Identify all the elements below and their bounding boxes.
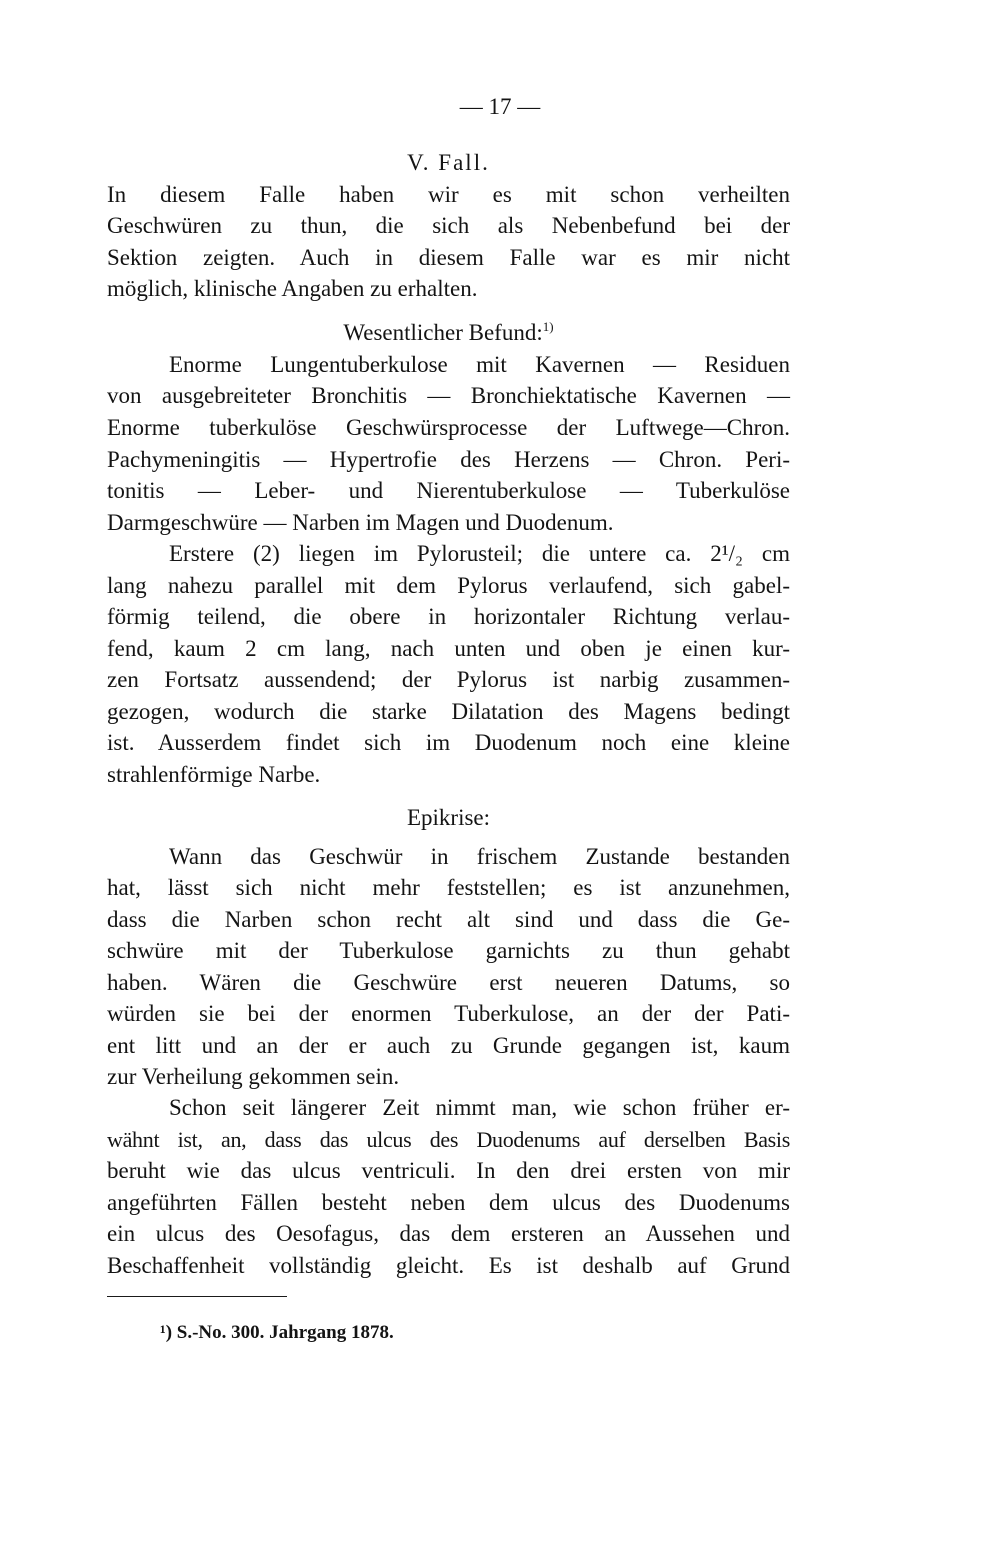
- erstere-line: fend, kaum 2 cm lang, nach unten und oben je einen kur-: [107, 636, 790, 661]
- erstere-line: strahlenförmige Narbe.: [107, 762, 321, 787]
- epikrise-line: dass die Narben schon recht alt sind und dass die Ge-: [107, 907, 790, 932]
- footnote: ¹) S.-No. 300. Jahrgang 1878.: [160, 1322, 394, 1343]
- befund-line: tonitis — Leber- und Nierentuberkulose — Tuberkulöse: [107, 478, 790, 503]
- befund-heading-text: Wesentlicher Befund:: [343, 320, 543, 345]
- intro-line: In diesem Falle haben wir es mit schon verheilten: [107, 182, 790, 207]
- schon-line: wähnt ist, an, dass das ulcus des Duodenums auf derselben Basis: [107, 1127, 790, 1152]
- epikrise-line: schwüre mit der Tuberkulose garnichts zu thun gehabt: [107, 938, 790, 963]
- erstere-line: ist. Ausserdem findet sich im Duodenum noch eine kleine: [107, 730, 790, 755]
- befund-heading: [107, 318, 790, 348]
- epikrise-line: hat, lässt sich nicht mehr feststellen; es ist anzunehmen,: [107, 875, 790, 900]
- epikrise-line: würden sie bei der enormen Tuberkulose, an der der Pati-: [107, 1001, 790, 1026]
- footnote-rule: [107, 1296, 287, 1297]
- epikrise-line: zur Verheilung gekommen sein.: [107, 1064, 400, 1089]
- schon-line: angeführten Fällen besteht neben dem ulcus des Duodenums: [107, 1190, 790, 1215]
- erstere-line: gezogen, wodurch die starke Dilatation des Magens bedingt: [107, 699, 790, 724]
- befund-line: von ausgebreiteter Bronchitis — Bronchiektatische Kavernen —: [107, 383, 790, 408]
- erstere-line: lang nahezu parallel mit dem Pylorus verlaufend, sich gabel-: [107, 573, 790, 598]
- schon-line: Schon seit längerer Zeit nimmt man, wie schon früher er-: [169, 1095, 790, 1120]
- befund-line: Enorme tuberkulöse Geschwürsprocesse der Luftwege—Chron.: [107, 415, 790, 440]
- befund-line: Enorme Lungentuberkulose mit Kavernen — Residuen: [169, 352, 790, 377]
- intro-line: möglich, klinische Angaben zu erhalten.: [107, 276, 478, 301]
- page-number: — 17 —: [459, 94, 541, 119]
- erstere-line: Erstere (2) liegen im Pylorusteil; die untere ca. 2¹/₂ cm: [169, 541, 790, 566]
- befund-line: Darmgeschwüre — Narben im Magen und Duodenum.: [107, 510, 614, 535]
- befund-line: Pachymeningitis — Hypertrofie des Herzens — Chron. Peri-: [107, 447, 790, 472]
- section-title: V. Fall.: [407, 150, 490, 175]
- intro-line: Sektion zeigten. Auch in diesem Falle war es mir nicht: [107, 245, 790, 270]
- schon-line: beruht wie das ulcus ventriculi. In den drei ersten von mir: [107, 1158, 790, 1183]
- footnote-marker: 1): [542, 319, 554, 334]
- epikrise-line: ent litt und an der er auch zu Grunde gegangen ist, kaum: [107, 1033, 790, 1058]
- erstere-line: zen Fortsatz aussendend; der Pylorus ist narbig zusammen-: [107, 667, 790, 692]
- epikrise-line: Wann das Geschwür in frischem Zustande bestanden: [169, 844, 790, 869]
- epikrise-heading: Epikrise:: [406, 805, 491, 830]
- schon-line: Beschaffenheit vollständig gleicht. Es ist deshalb auf Grund: [107, 1253, 790, 1278]
- erstere-line: förmig teilend, die obere in horizontaler Richtung verlau-: [107, 604, 790, 629]
- intro-line: Geschwüren zu thun, die sich als Nebenbefund bei der: [107, 213, 790, 238]
- schon-line: ein ulcus des Oesofagus, das dem ersteren an Aussehen und: [107, 1221, 790, 1246]
- epikrise-line: haben. Wären die Geschwüre erst neueren Datums, so: [107, 970, 790, 995]
